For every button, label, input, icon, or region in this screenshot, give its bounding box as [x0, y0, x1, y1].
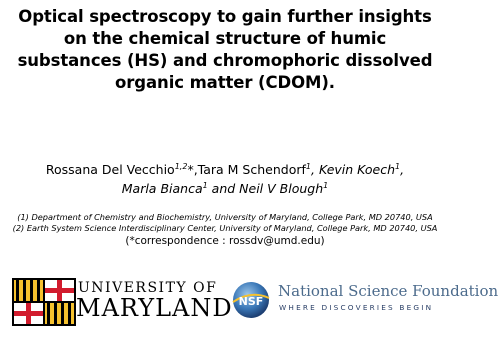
title-line-2: on the chemical structure of humic	[63, 29, 387, 48]
author-del-vecchio: Rossana Del Vecchio	[45, 162, 175, 178]
affiliation-marker: 1,2	[174, 162, 188, 171]
correspondence: (*correspondence : rossdv@umd.edu)	[125, 235, 325, 247]
affiliation-2: (2) Earth System Science Interdisciplinary Center, University of Maryland, College Park, MD 20740, USA	[12, 223, 438, 233]
nsf-badge-text: NSF	[238, 295, 264, 308]
umd-wordmark-top: UNIVERSITY OF	[78, 280, 218, 296]
affiliation-marker: 1	[395, 162, 401, 171]
affiliations	[0, 212, 450, 248]
title-line-4: organic matter (CDOM).	[115, 73, 335, 92]
nsf-globe-icon	[230, 280, 272, 320]
title-line-3: substances (HS) and chromophoric dissolved	[17, 51, 433, 70]
umd-wordmark-main: MARYLAND	[76, 294, 233, 322]
maryland-flag-icon	[12, 278, 76, 326]
umd-logo	[12, 278, 233, 326]
affiliation-marker: 1	[305, 162, 311, 171]
affiliation-marker: 1	[202, 181, 208, 191]
nsf-logo	[230, 280, 498, 320]
author-schendorf: *,Tara M Schendorf	[187, 162, 306, 178]
author-koech: , Kevin Koech	[311, 162, 396, 178]
author-line-1	[0, 159, 450, 178]
author-list	[0, 159, 450, 197]
nsf-name: National Science Foundation	[278, 282, 498, 300]
affiliation-1: (1) Department of Chemistry and Biochemistry, University of Maryland, College Park, MD 20740, USA	[17, 212, 433, 222]
title-line-1: Optical spectroscopy to gain further insights	[18, 7, 432, 26]
affiliation-marker: 1	[323, 181, 329, 191]
nsf-tagline: WHERE DISCOVERIES BEGIN	[279, 303, 434, 312]
author-bianca: Marla Bianca	[121, 181, 203, 197]
presentation-title	[0, 6, 450, 94]
author-line-2	[0, 178, 450, 197]
author-blough: and Neil V Blough	[207, 181, 324, 197]
author-separator: ,	[400, 162, 405, 178]
